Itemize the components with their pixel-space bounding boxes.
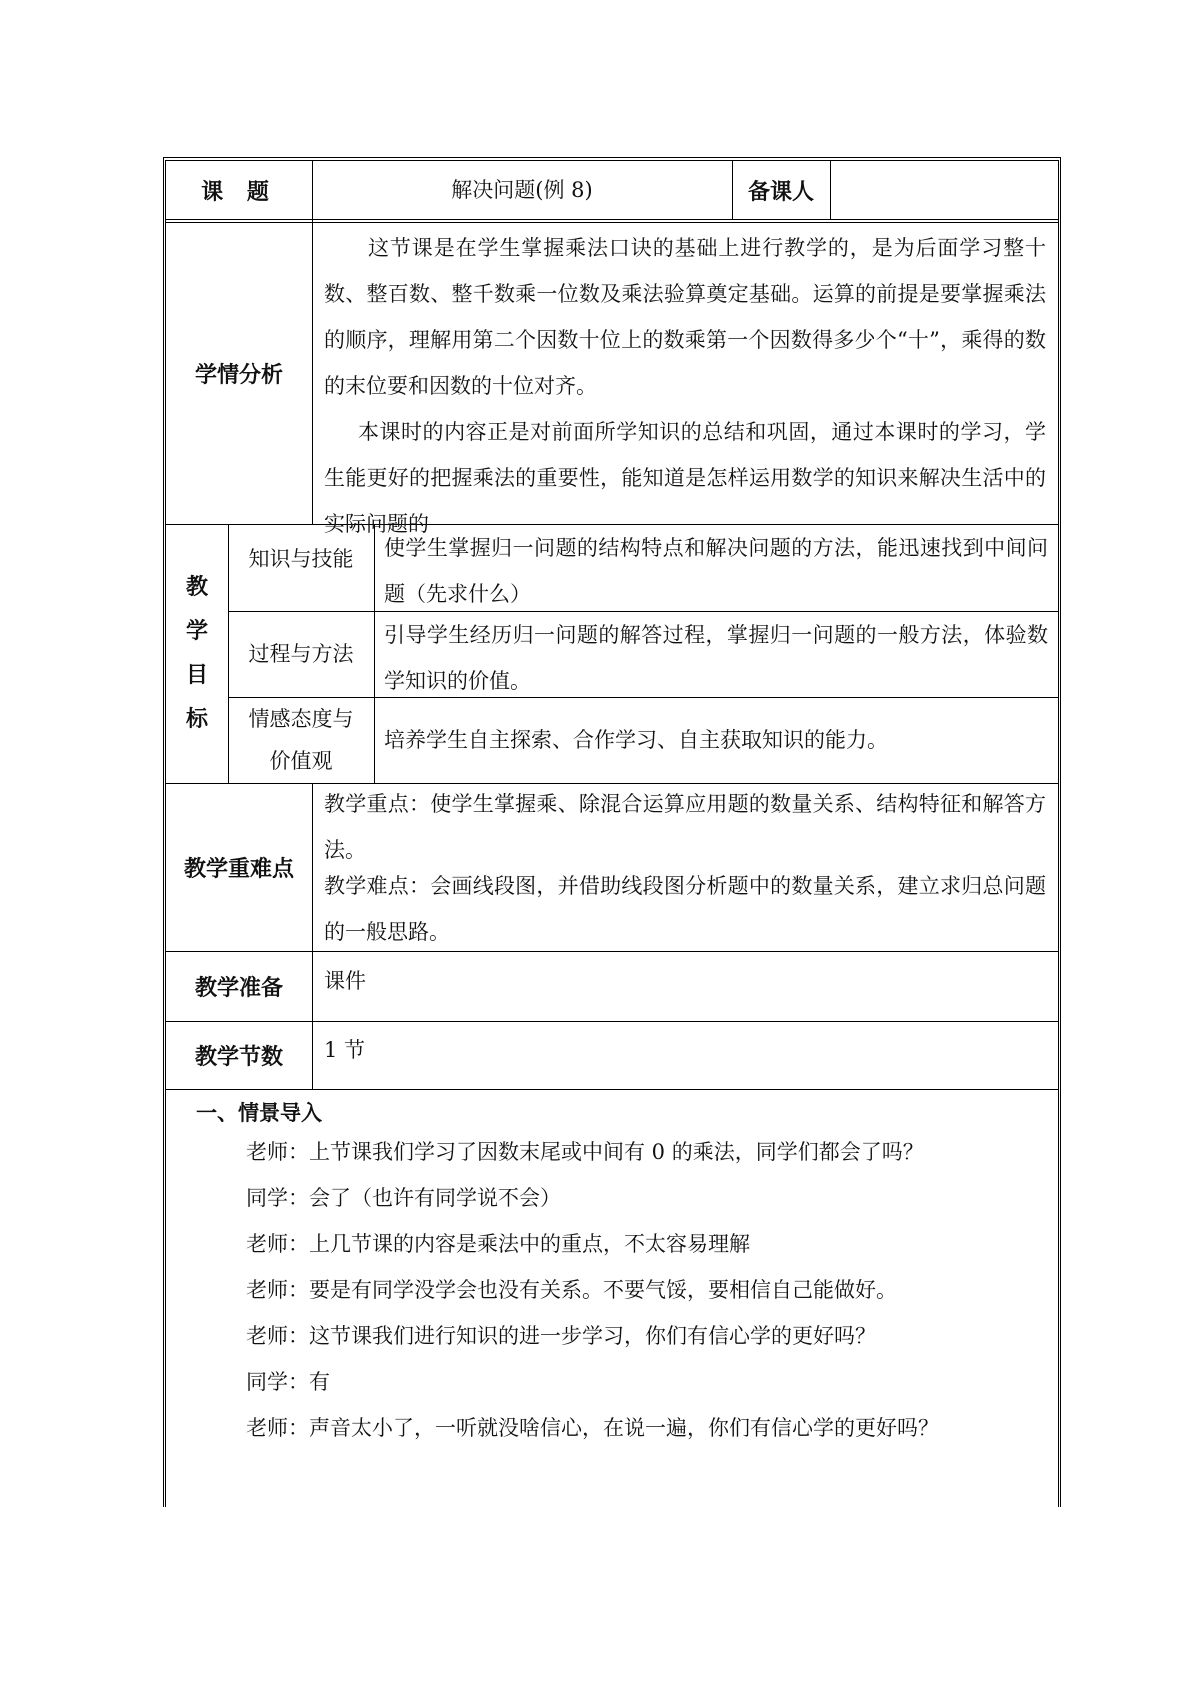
periods-value: 1 节 [324, 1038, 366, 1062]
analysis-paragraph-2: 本课时的内容正是对前面所学知识的总结和巩固，通过本课时的学习，学生能更好的把握乘法的重要性，能知道是怎样运用数学的知识来解决生活中的实际问题的 [324, 420, 1046, 536]
topic-value: 解决问题(例 8) [451, 178, 593, 202]
dialogue-line: 老师：要是有同学没学会也没有关系。不要气馁，要相信自己能做好。 [246, 1278, 897, 1302]
objective-text-knowledge: 使学生掌握归一问题的结构特点和解决问题的方法，能迅速找到中间问题（先求什么） [384, 536, 1048, 606]
label-col-divider-bottom [312, 783, 313, 1089]
preparation-label: 教学准备 [194, 975, 283, 1001]
preparer-value [830, 161, 1058, 219]
dialogue-line: 老师：声音太小了，一听就没啥信心，在说一遍，你们有信心学的更好吗？ [246, 1416, 939, 1440]
preparation-value: 课件 [324, 969, 366, 993]
objectives-label [166, 524, 228, 783]
objectives-label-char: 教 [185, 574, 208, 600]
objective-name-attitude-line1: 情感态度与 [248, 707, 354, 731]
analysis-paragraph-1: 这节课是在学生掌握乘法口诀的基础上进行教学的，是为后面学习整十数、整百数、整千数乘一位数及乘法验算奠定基础。运算的前提是要掌握乘法的顺序，理解用第二个因数十位上的数乘第一个因数得多少个“十”，乘得的数的末位要和因数的十位对齐。 [324, 236, 1046, 398]
dialogue-line: 老师：这节课我们进行知识的进一步学习，你们有信心学的更好吗？ [246, 1324, 876, 1348]
dialogue-line: 老师：上节课我们学习了因数末尾或中间有 0 的乘法，同学们都会了吗？ [246, 1140, 924, 1164]
dialogue-line: 老师：上几节课的内容是乘法中的重点，不太容易理解 [246, 1232, 750, 1256]
keypoints-focus: 教学重点：使学生掌握乘、除混合运算应用题的数量关系、结构特征和解答方法。 [324, 792, 1046, 862]
dialogue-line: 同学：会了（也许有同学说不会） [246, 1186, 561, 1210]
process-section-title: 一、情景导入 [196, 1101, 322, 1125]
keypoints-label: 教学重难点 [183, 856, 294, 882]
objectives-label-char: 学 [185, 618, 208, 644]
preparer-label: 备课人 [747, 179, 814, 205]
topic-label: 课 题 [201, 179, 277, 205]
periods-divider [166, 1089, 1058, 1090]
periods-label: 教学节数 [194, 1044, 283, 1070]
objectives-label-char: 目 [185, 662, 208, 688]
analysis-label: 学情分析 [194, 363, 283, 388]
objectives-name-divider [374, 524, 375, 783]
objective-name-knowledge: 知识与技能 [248, 547, 354, 571]
lesson-plan-table [163, 157, 1061, 1507]
objective-name-attitude [228, 697, 374, 783]
keypoints-difficulty: 教学难点：会画线段图，并借助线段图分析题中的数量关系，建立求归总问题的一般思路。 [324, 874, 1046, 944]
dialogue-line: 同学：有 [246, 1370, 330, 1394]
objective-name-attitude-line2: 价值观 [269, 749, 333, 773]
objective-text-process: 引导学生经历归一问题的解答过程，掌握归一问题的一般方法，体验数学知识的价值。 [384, 623, 1048, 693]
objective-text-attitude: 培养学生自主探索、合作学习、自主获取知识的能力。 [384, 728, 888, 752]
objectives-label-char: 标 [185, 706, 208, 732]
objective-name-process: 过程与方法 [248, 642, 354, 666]
